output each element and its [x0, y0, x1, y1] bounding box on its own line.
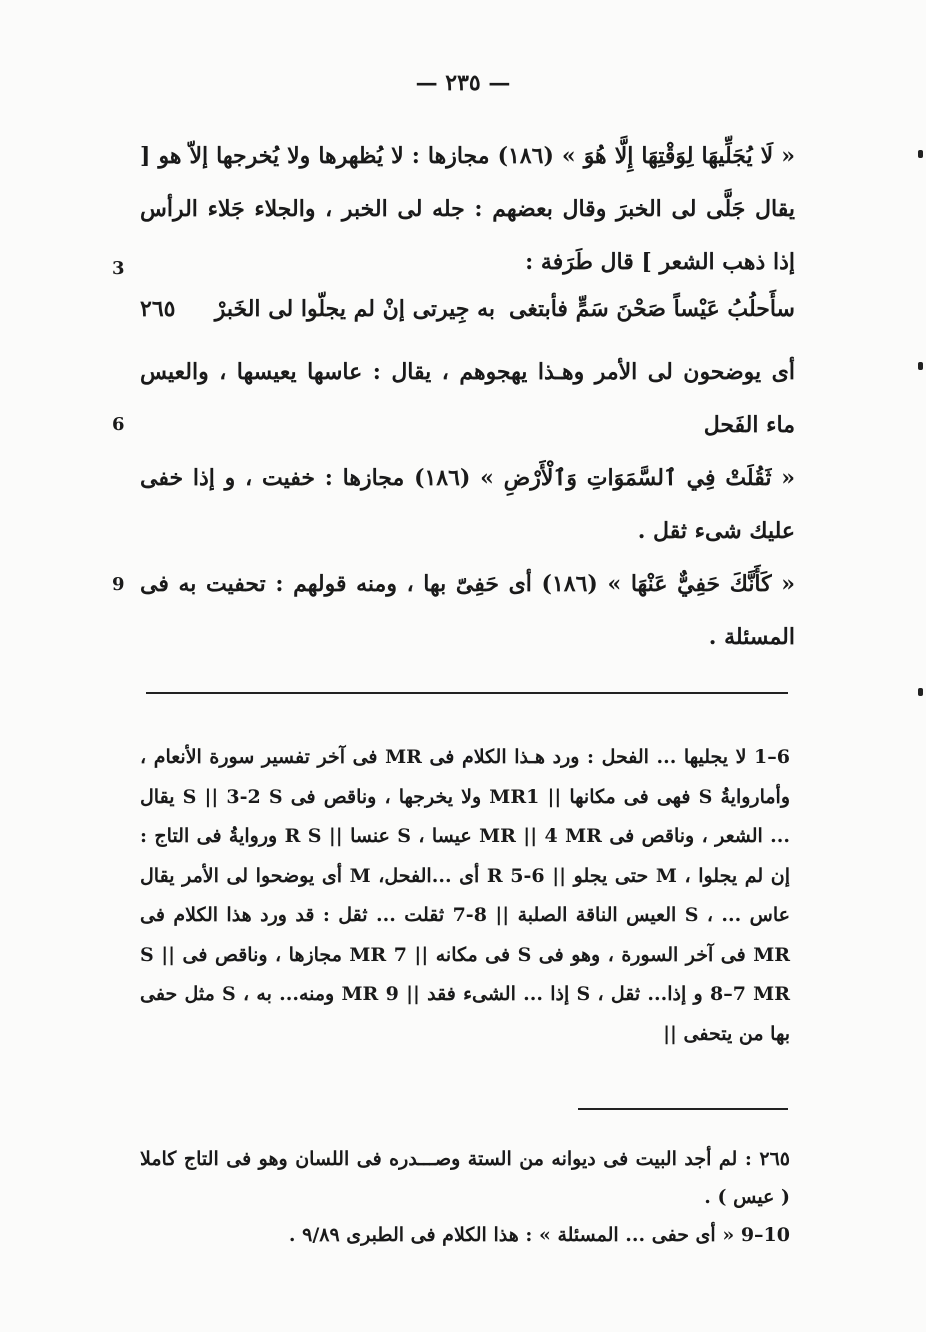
- footnotes: [140, 1140, 790, 1254]
- separator-rule-short: [578, 1108, 788, 1110]
- margin-mark: [918, 688, 923, 696]
- verse: [140, 296, 795, 346]
- footnote: 10–9 « أى حفى ... المسئلة » : هذا الكلام فى الطبرى ٩/٨٩ .: [288, 1224, 790, 1246]
- paragraph: « ثَقُلَتْ فِي ٱلسَّمَوَاتِ وَٱلْأَرْضِ » (١٨٦) مجازها : خفيت ، و إذا خفى عليك شىء ثقل .: [140, 465, 796, 544]
- main-paragraph-1: [140, 130, 795, 289]
- verse-number: ٢٦٥: [140, 296, 176, 322]
- page-number: — ٢٣٥ —: [415, 70, 511, 96]
- line-number: 3: [112, 258, 125, 279]
- line-number: 6: [112, 414, 125, 435]
- critical-apparatus: 6–1 لا يجليها ... الفحل : ورد هـذا الكلام فى MR فى آخر تفسير سورة الأنعام ، وأماروايةُ S فهى فى مكانها || MR1 ولا يخرجها ، وناقص فى S || 3-2 S يقال ... الشعر ، وناقص فى MR || 4 MR عيسا ، S عنسا || R S وروايةُ فى التاج : إن لم يجلوا ، M حتى يجلو || 6-5 R أى ...الفحل، M أى يوضحوا لى الأمر يقال عاس ... ، S العيس الناقة الصلبة || 8-7 ثقلت ... ثقل : قد ورد هذا الكلام فى MR فى آخر السورة ، وهو فى S فى مكانه || 7 MR مجازها ، وناقص فى S || 8–7 MR و إذا... ثقل ، S إذا ... الشىء فقد || 9 MR ومنه... به ، S مثل حفى بها من يتحفى ||: [140, 746, 791, 1045]
- paragraph: « كَأَنَّكَ حَفِيٌّ عَنْهَا » (١٨٦) أى حَفِىّ بها ، ومنه قولهم : تحفيت به فى المسئلة .: [140, 571, 795, 650]
- verse-hemistich-1: سأَحلُبُ عَيْساً صَحْنَ سَمٍّ فأبتغى: [509, 296, 795, 322]
- margin-mark: [918, 362, 923, 370]
- paragraph: أى يوضحون لى الأمر وهـذا يهجوهم ، يقال : عاسها يعيسها ، والعيس ماء الفَحل: [140, 359, 795, 438]
- line-number: 9: [112, 574, 125, 595]
- separator-rule: [146, 692, 788, 694]
- main-paragraphs-2: [140, 346, 795, 664]
- margin-mark: [918, 150, 923, 158]
- paragraph: « لَا يُجَلِّيهَا لِوَقْتِهَا إِلَّا هُوَ » (١٨٦) مجازها : لا يُظهرها ولا يُخرجها إلاّ هو [ يقال جَلَّى لى الخبرَ وقال بعضهم : جله لى الخبر ، والجلاء جَلاء الرأس إذا ذهب الشعر ] قال طَرَفة :: [140, 143, 795, 275]
- footnote: ٢٦٥ : لم أجد البيت فى ديوانه من الستة وصـــدره فى اللسان وهو فى التاج كاملا ( عيس ) .: [140, 1148, 790, 1208]
- verse-hemistich-2: به جِيرتى إنْ لم يجلّوا لى الخَبرْ: [214, 296, 495, 322]
